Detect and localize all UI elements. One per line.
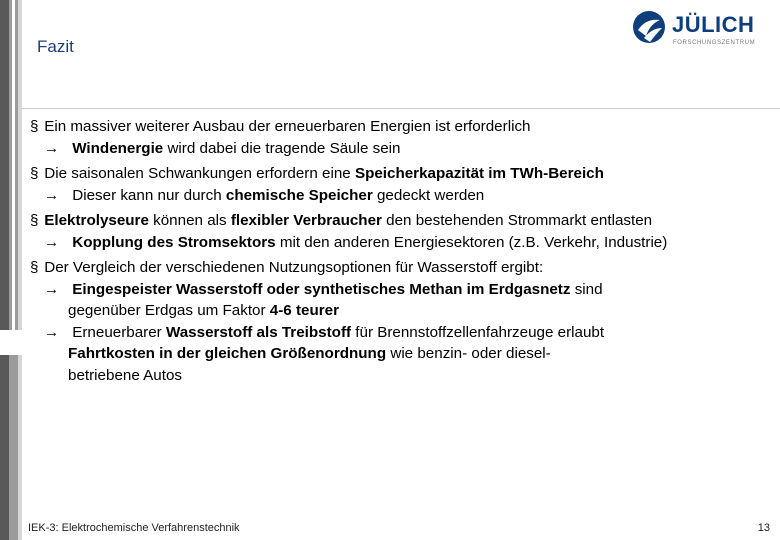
footer-institute: IEK-3: Elektrochemische Verfahrenstechnik [28,522,240,534]
text-run: sind [570,280,603,298]
juelich-logo-icon [632,10,666,44]
text-run: können als [148,212,231,229]
text-run-bold: Eingespeister Wasserstoff oder synthetisches Methan im Erdgasnetz [72,280,571,298]
text-run-bold: chemische Speicher [225,186,373,204]
list-item [30,257,778,386]
text-run: wird dabei die tragende Säule sein [163,139,401,157]
text-run-bold: Elektrolyseure [44,212,149,229]
text-run-bold: 4-6 teurer [269,302,340,319]
text-run: Der Vergleich der verschiedenen Nutzungsoptionen für Wasserstoff ergibt: [44,259,544,276]
logo-subtitle: FORSCHUNGSZENTRUM [673,40,756,46]
arrow-icon: → [44,280,60,298]
header-separator [22,108,780,109]
text-run: für Brennstoffzellenfahrzeuge erlaubt [351,323,605,341]
left-accent-gap [0,330,22,355]
text-run: betriebene Autos [68,366,182,384]
text-run: Erneuerbarer [72,323,166,341]
text-run-bold: Wasserstoff als Treibstoff [165,323,352,341]
list-item [30,163,778,206]
text-run-bold: Speicherkapazität im TWh-Bereich [354,165,604,182]
list-item [30,116,778,159]
list-item [30,210,778,253]
bullet-icon: § [30,259,39,276]
text-run-bold: Fahrtkosten in der gleichen Größenordnung [68,345,387,362]
arrow-icon: → [44,139,60,157]
text-run-bold: Windenergie [72,139,164,157]
text-run: Dieser kann nur durch [72,186,226,204]
page-number: 13 [757,522,770,534]
logo-name: JÜLICH [672,12,755,37]
left-accent-bar-light [18,0,22,540]
text-run: wie benzin- oder diesel- [386,345,551,362]
juelich-logo [632,10,780,50]
text-run: mit den anderen Energiesektoren (z.B. Verkehr, Industrie) [275,233,668,251]
text-run: den bestehenden Strommarkt entlasten [381,212,653,229]
slide-content [30,116,778,390]
arrow-icon: → [44,186,60,204]
slide-title: Fazit [37,37,74,56]
arrow-icon: → [44,323,60,341]
arrow-icon: → [44,233,60,251]
text-run-bold: flexibler Verbraucher [230,212,382,229]
text-run: gegenüber Erdgas um Faktor [68,302,270,319]
left-accent-stripe [12,0,15,330]
left-accent-bar [0,0,9,540]
text-run: Ein massiver weiterer Ausbau der erneuerbaren Energien ist erforderlich [44,118,531,135]
text-run: gedeckt werden [372,186,485,204]
bullet-icon: § [30,212,39,229]
bullet-icon: § [30,118,39,135]
bullet-icon: § [30,165,39,182]
text-run: Die saisonalen Schwankungen erfordern eine [44,165,355,182]
text-run-bold: Kopplung des Stromsektors [72,233,276,251]
